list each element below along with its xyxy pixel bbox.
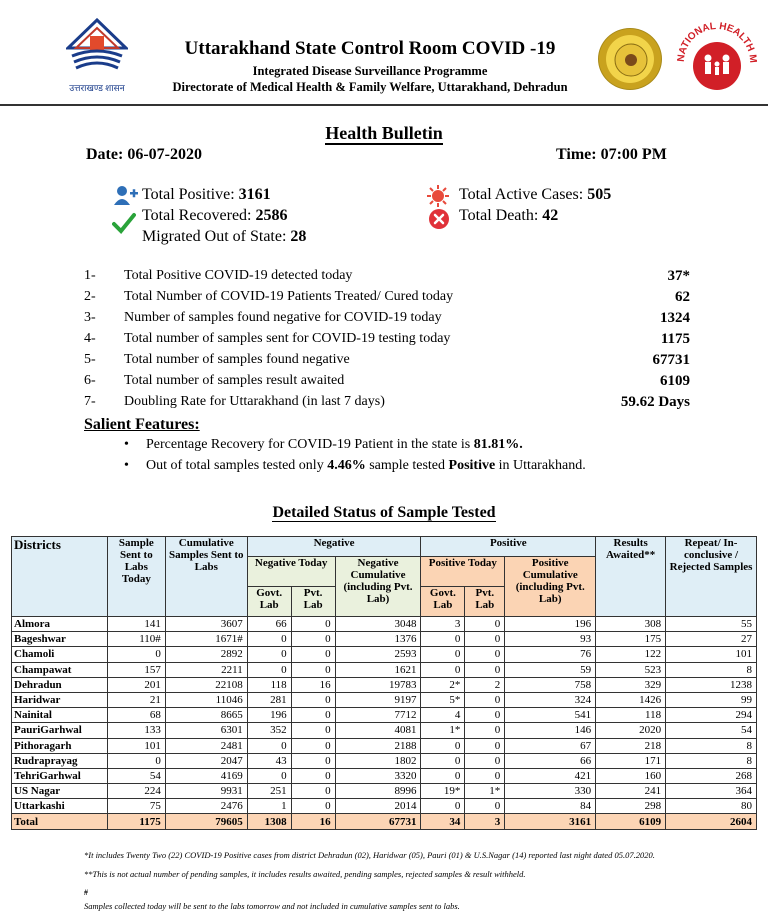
table-cell: 122	[596, 647, 666, 662]
table-cell: 3	[421, 617, 465, 632]
table-cell: 4169	[165, 768, 247, 783]
table-cell: 0	[421, 632, 465, 647]
district-name-cell: Nainital	[12, 708, 108, 723]
table-cell: 0	[291, 617, 335, 632]
table-cell: 54	[666, 723, 757, 738]
col-header-results-awaited: Results Awaited**	[596, 537, 666, 617]
table-cell: 2211	[165, 662, 247, 677]
table-cell: 16	[291, 814, 335, 829]
idsp-logo	[598, 28, 662, 90]
table-cell: 8	[666, 662, 757, 677]
table-cell: 79605	[165, 814, 247, 829]
table-cell: 1426	[596, 692, 666, 707]
table-cell: 268	[666, 768, 757, 783]
list-item: 3- Number of samples found negative for COVID-19 today 1324	[84, 310, 690, 326]
table-cell: 2*	[421, 677, 465, 692]
table-cell: 0	[421, 753, 465, 768]
district-name-cell: Chamoli	[12, 647, 108, 662]
table-cell: 2	[465, 677, 505, 692]
table-cell: 5*	[421, 692, 465, 707]
table-cell: 99	[666, 692, 757, 707]
col-header-positive: Positive	[421, 537, 596, 557]
col-header-positive-today: Positive Today	[421, 557, 505, 587]
table-cell: 308	[596, 617, 666, 632]
table-row	[12, 632, 757, 647]
table-cell: 110#	[107, 632, 165, 647]
table-cell: 0	[291, 753, 335, 768]
table-row	[12, 708, 757, 723]
table-cell: 1308	[247, 814, 291, 829]
uttarakhand-govt-logo	[58, 18, 136, 98]
table-cell: 34	[421, 814, 465, 829]
table-cell: 2481	[165, 738, 247, 753]
table-cell: 118	[247, 677, 291, 692]
table-cell: 0	[465, 632, 505, 647]
col-header-pos-pvt-lab: Pvt. Lab	[465, 587, 505, 617]
district-name-cell: Uttarkashi	[12, 799, 108, 814]
daily-summary-list	[84, 268, 694, 415]
page-header	[0, 0, 768, 106]
district-name-cell: Dehradun	[12, 677, 108, 692]
table-cell: 93	[505, 632, 596, 647]
table-cell: 0	[247, 768, 291, 783]
table-cell: 66	[247, 617, 291, 632]
table-row	[12, 784, 757, 799]
table-cell: 0	[421, 662, 465, 677]
district-name-cell: Rudraprayag	[12, 753, 108, 768]
bulletin-date: Date: 06-07-2020	[86, 146, 202, 163]
checkmark-icon	[112, 212, 136, 234]
cross-icon	[428, 208, 450, 230]
district-name-cell: Pithoragarh	[12, 738, 108, 753]
col-header-repeat: Repeat/ In-conclusive / Rejected Samples	[666, 537, 757, 617]
table-cell: 0	[291, 632, 335, 647]
table-cell: 101	[666, 647, 757, 662]
table-cell: 19*	[421, 784, 465, 799]
district-name-cell: Bageshwar	[12, 632, 108, 647]
table-cell: 11046	[165, 692, 247, 707]
table-cell: 157	[107, 662, 165, 677]
table-cell: 4081	[335, 723, 421, 738]
list-item: 6- Total number of samples result awaited 6109	[84, 373, 690, 389]
table-cell: 1802	[335, 753, 421, 768]
table-cell: 75	[107, 799, 165, 814]
table-cell: 523	[596, 662, 666, 677]
table-cell: 67731	[335, 814, 421, 829]
table-cell: 6109	[596, 814, 666, 829]
table-cell: 67	[505, 738, 596, 753]
table-cell: 133	[107, 723, 165, 738]
table-cell: 1175	[107, 814, 165, 829]
table-cell: 2014	[335, 799, 421, 814]
table-cell: 101	[107, 738, 165, 753]
table-cell: 0	[291, 662, 335, 677]
migrated-out: Migrated Out of State: 28	[142, 228, 307, 245]
table-cell: 1238	[666, 677, 757, 692]
table-cell: 175	[596, 632, 666, 647]
table-total-row	[12, 814, 757, 829]
table-cell: 59	[505, 662, 596, 677]
table-cell: 66	[505, 753, 596, 768]
table-row	[12, 738, 757, 753]
table-cell: 9197	[335, 692, 421, 707]
table-cell: 43	[247, 753, 291, 768]
table-cell: 2593	[335, 647, 421, 662]
table-row	[12, 692, 757, 707]
table-row	[12, 768, 757, 783]
table-cell: 146	[505, 723, 596, 738]
list-item: 4- Total number of samples sent for COVID-19 testing today 1175	[84, 331, 690, 347]
district-name-cell: Total	[12, 814, 108, 829]
table-cell: 21	[107, 692, 165, 707]
table-cell: 0	[107, 753, 165, 768]
salient-features-list	[122, 437, 586, 479]
col-header-positive-cumulative: Positive Cumulative (including Pvt. Lab)	[505, 557, 596, 617]
table-cell: 22108	[165, 677, 247, 692]
table-cell: 541	[505, 708, 596, 723]
table-cell: 0	[247, 647, 291, 662]
table-cell: 19783	[335, 677, 421, 692]
table-cell: 0	[465, 617, 505, 632]
table-cell: 76	[505, 647, 596, 662]
table-cell: 251	[247, 784, 291, 799]
table-cell: 201	[107, 677, 165, 692]
bullet-item: • Percentage Recovery for COVID-19 Patient in the state is 81.81%.	[122, 437, 586, 458]
nhm-ring-text: NATIONAL HEALTH M	[675, 20, 759, 64]
sample-status-table	[11, 536, 757, 830]
header-subtitle-programme: Integrated Disease Surveillance Programme	[252, 64, 488, 78]
table-cell: 0	[421, 799, 465, 814]
district-name-cell: Almora	[12, 617, 108, 632]
table-cell: 0	[247, 738, 291, 753]
table-row	[12, 617, 757, 632]
district-name-cell: US Nagar	[12, 784, 108, 799]
col-header-pos-govt-lab: Govt. Lab	[421, 587, 465, 617]
national-health-mission-logo	[672, 14, 762, 104]
table-cell: 330	[505, 784, 596, 799]
bullet-item: • Out of total samples tested only 4.46% sample tested Positive in Uttarakhand.	[122, 458, 586, 479]
col-header-neg-govt-lab: Govt. Lab	[247, 587, 291, 617]
table-cell: 171	[596, 753, 666, 768]
table-cell: 324	[505, 692, 596, 707]
table-cell: 0	[291, 647, 335, 662]
table-cell: 0	[465, 768, 505, 783]
table-cell: 352	[247, 723, 291, 738]
table-cell: 7712	[335, 708, 421, 723]
table-row	[12, 753, 757, 768]
table-cell: 2047	[165, 753, 247, 768]
table-cell: 2476	[165, 799, 247, 814]
district-name-cell: Champawat	[12, 662, 108, 677]
list-item: 5- Total number of samples found negative 67731	[84, 352, 690, 368]
table-row	[12, 662, 757, 677]
table-cell: 80	[666, 799, 757, 814]
table-cell: 2892	[165, 647, 247, 662]
bulletin-time: Time: 07:00 PM	[556, 146, 667, 163]
col-header-negative-today: Negative Today	[247, 557, 335, 587]
table-cell: 0	[291, 738, 335, 753]
footnote-samples-tomorrow: # Samples collected today will be sent to the labs tomorrow and not included in cumulative samples sent to labs.	[84, 888, 460, 911]
table-row	[12, 677, 757, 692]
salient-features-heading: Salient Features:	[84, 416, 200, 433]
table-row	[12, 799, 757, 814]
table-cell: 0	[247, 662, 291, 677]
table-cell: 68	[107, 708, 165, 723]
table-cell: 0	[465, 647, 505, 662]
total-positive: Total Positive: 3161	[142, 186, 271, 203]
table-cell: 0	[465, 662, 505, 677]
header-subtitle-directorate: Directorate of Medical Health & Family Welfare, Uttarakhand, Dehradun	[172, 80, 568, 94]
table-cell: 141	[107, 617, 165, 632]
virus-icon	[426, 184, 450, 208]
table-cell: 3048	[335, 617, 421, 632]
table-cell: 3320	[335, 768, 421, 783]
table-row	[12, 723, 757, 738]
table-cell: 1*	[421, 723, 465, 738]
footnote-pending-samples: **This is not actual number of pending samples, it includes results awaited, pending samples, rejected samples & result withheld.	[84, 869, 526, 879]
table-cell: 8996	[335, 784, 421, 799]
table-cell: 0	[291, 768, 335, 783]
table-cell: 8	[666, 753, 757, 768]
table-cell: 1621	[335, 662, 421, 677]
table-cell: 0	[291, 692, 335, 707]
bulletin-title: Health Bulletin	[325, 123, 443, 143]
table-cell: 1*	[465, 784, 505, 799]
table-cell: 224	[107, 784, 165, 799]
col-header-sample-sent: Sample Sent to Labs Today	[107, 537, 165, 617]
table-cell: 0	[107, 647, 165, 662]
table-cell: 3607	[165, 617, 247, 632]
table-cell: 0	[465, 799, 505, 814]
table-cell: 421	[505, 768, 596, 783]
col-header-neg-pvt-lab: Pvt. Lab	[291, 587, 335, 617]
table-cell: 298	[596, 799, 666, 814]
table-cell: 1376	[335, 632, 421, 647]
table-cell: 8	[666, 738, 757, 753]
table-cell: 281	[247, 692, 291, 707]
table-cell: 0	[465, 738, 505, 753]
add-user-icon	[114, 185, 138, 205]
list-item: 2- Total Number of COVID-19 Patients Treated/ Cured today 62	[84, 289, 690, 305]
table-cell: 4	[421, 708, 465, 723]
table-cell: 0	[291, 799, 335, 814]
total-recovered: Total Recovered: 2586	[142, 207, 288, 224]
table-cell: 196	[247, 708, 291, 723]
district-name-cell: TehriGarhwal	[12, 768, 108, 783]
table-cell: 364	[666, 784, 757, 799]
table-cell: 2188	[335, 738, 421, 753]
table-cell: 0	[421, 647, 465, 662]
col-header-negative: Negative	[247, 537, 421, 557]
table-row	[12, 647, 757, 662]
table-cell: 3	[465, 814, 505, 829]
table-cell: 196	[505, 617, 596, 632]
table-cell: 758	[505, 677, 596, 692]
table-cell: 1671#	[165, 632, 247, 647]
table-cell: 8665	[165, 708, 247, 723]
table-cell: 27	[666, 632, 757, 647]
table-cell: 160	[596, 768, 666, 783]
table-cell: 0	[465, 723, 505, 738]
table-cell: 84	[505, 799, 596, 814]
district-name-cell: PauriGarhwal	[12, 723, 108, 738]
table-cell: 241	[596, 784, 666, 799]
table-cell: 3161	[505, 814, 596, 829]
table-cell: 0	[465, 753, 505, 768]
table-cell: 54	[107, 768, 165, 783]
table-cell: 0	[465, 708, 505, 723]
table-cell: 55	[666, 617, 757, 632]
table-cell: 9931	[165, 784, 247, 799]
table-cell: 0	[291, 784, 335, 799]
table-cell: 0	[291, 708, 335, 723]
footnotes	[84, 850, 734, 920]
table-cell: 2604	[666, 814, 757, 829]
district-name-cell: Haridwar	[12, 692, 108, 707]
total-active-cases: Total Active Cases: 505	[459, 186, 612, 203]
table-title: Detailed Status of Sample Tested	[272, 504, 496, 521]
table-cell: 0	[421, 768, 465, 783]
table-cell: 329	[596, 677, 666, 692]
table-cell: 0	[465, 692, 505, 707]
list-item: 1- Total Positive COVID-19 detected today 37*	[84, 268, 690, 284]
table-cell: 218	[596, 738, 666, 753]
list-item: 7- Doubling Rate for Uttarakhand (in last 7 days) 59.62 Days	[84, 394, 690, 410]
footnote-positive-cases: *It includes Twenty Two (22) COVID-19 Positive cases from district Dehradun (02), Haridwar (05), Pauri (01) & U.S.Nagar (14) reported last night dated 05.07.2020.	[84, 850, 655, 860]
table-cell: 0	[291, 723, 335, 738]
table-cell: 118	[596, 708, 666, 723]
header-title: Uttarakhand State Control Room COVID -19	[184, 38, 556, 59]
table-cell: 0	[247, 632, 291, 647]
col-header-negative-cumulative: Negative Cumulative (including Pvt. Lab)	[335, 557, 421, 617]
total-death: Total Death: 42	[459, 207, 559, 224]
logo-tagline: उत्तराखण्ड शासन	[69, 83, 125, 93]
table-cell: 294	[666, 708, 757, 723]
col-header-districts: Districts	[12, 537, 108, 617]
table-cell: 6301	[165, 723, 247, 738]
table-cell: 0	[421, 738, 465, 753]
table-cell: 16	[291, 677, 335, 692]
table-cell: 2020	[596, 723, 666, 738]
table-cell: 1	[247, 799, 291, 814]
col-header-cumulative: Cumulative Samples Sent to Labs	[165, 537, 247, 617]
